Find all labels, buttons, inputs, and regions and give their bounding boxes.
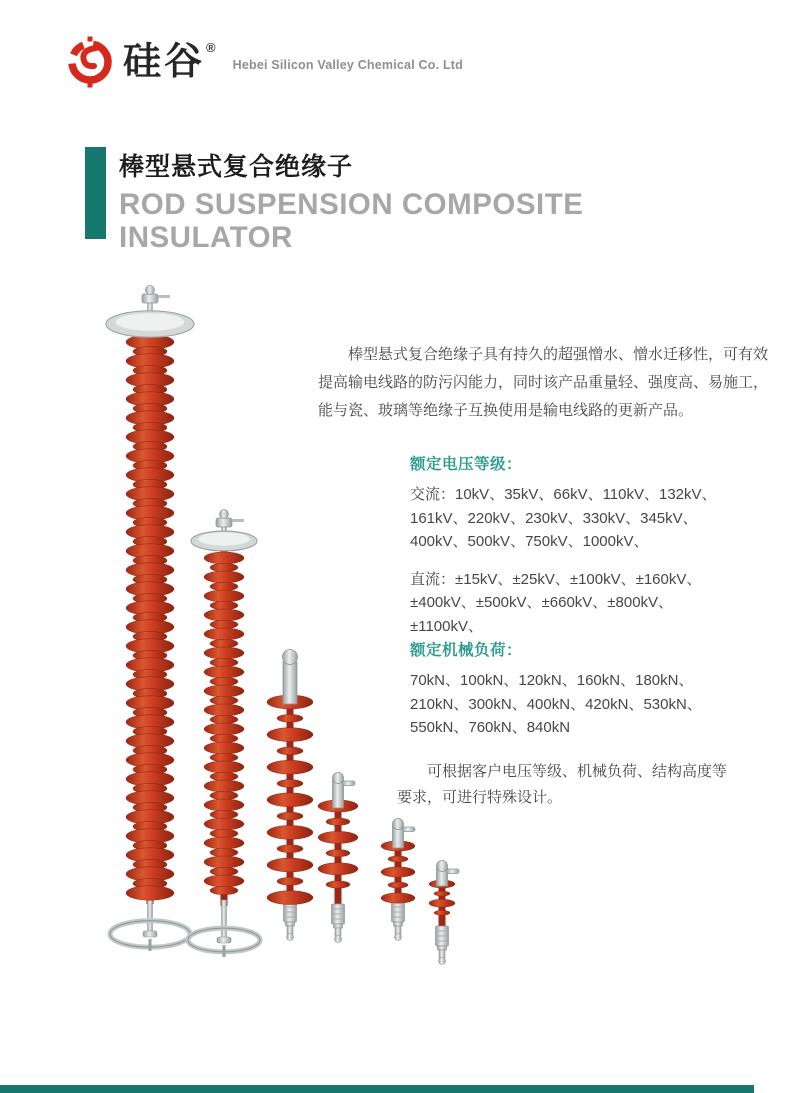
brand-logo-text: 硅谷 bbox=[123, 41, 206, 83]
spec-section bbox=[410, 452, 758, 740]
intro-line: 棒型悬式复合绝缘子具有持久的超强憎水、憎水迁移性，可有效 bbox=[348, 346, 769, 363]
voltage-dc-line: ±400kV、±500kV、±660kV、±800kV、 bbox=[410, 594, 674, 611]
brand-logo-icon bbox=[64, 36, 116, 88]
voltage-heading: 额定电压等级： bbox=[410, 456, 523, 473]
title-accent-bar bbox=[85, 147, 106, 239]
intro-line: 提高输电线路的防污闪能力，同时该产品重量轻、强度高、易施工， bbox=[318, 374, 769, 391]
mechanical-load-line: 70kN、100kN、120kN、160kN、180kN、 bbox=[410, 672, 694, 689]
mechanical-load-list bbox=[410, 669, 758, 740]
voltage-ac-line: 400kV、500kV、750kV、1000kV、 bbox=[410, 533, 649, 550]
voltage-ac-line: 交流：10kV、35kV、66kV、110kV、132kV、 bbox=[410, 486, 717, 503]
footer-accent-bar bbox=[0, 1085, 754, 1093]
insulator bbox=[429, 861, 459, 965]
intro-line: 能与瓷、玻璃等绝缘子互换使用是输电线路的更新产品。 bbox=[318, 402, 694, 419]
insulator bbox=[267, 650, 313, 941]
mechanical-load-line: 550kN、760kN、840kN bbox=[410, 719, 571, 736]
company-name: Hebei Silicon Valley Chemical Co. Ltd bbox=[232, 58, 463, 72]
insulator bbox=[381, 819, 415, 941]
voltage-ac-list bbox=[410, 483, 758, 554]
note-line: 可根据客户电压等级、机械负荷、结构高度等 bbox=[427, 762, 728, 780]
custom-design-note bbox=[397, 759, 758, 811]
brand-header bbox=[64, 36, 463, 88]
product-copy-column bbox=[318, 341, 769, 811]
voltage-dc-list bbox=[410, 568, 758, 639]
registered-trademark-mark: ® bbox=[206, 40, 216, 55]
product-title-zh: 棒型悬式复合绝缘子 bbox=[119, 153, 354, 181]
mechanical-heading: 额定机械负荷： bbox=[410, 642, 523, 659]
voltage-dc-line: ±1100kV、 bbox=[410, 617, 483, 635]
insulator bbox=[188, 510, 260, 958]
product-title-en-line2: INSULATOR bbox=[119, 221, 293, 255]
title-text-group bbox=[119, 147, 583, 254]
mechanical-load-line: 210kN、300kN、400kN、420kN、530kN、 bbox=[410, 695, 702, 713]
insulator bbox=[106, 286, 194, 952]
intro-paragraph bbox=[318, 341, 769, 425]
voltage-ac-line: 161kV、220kV、230kV、330kV、345kV、 bbox=[410, 509, 698, 527]
product-title-en-line1: ROD SUSPENSION COMPOSITE bbox=[119, 188, 584, 221]
note-line: 要求，可进行特殊设计。 bbox=[397, 788, 563, 806]
voltage-dc-line: 直流：±15kV、±25kV、±100kV、±160kV、 bbox=[410, 570, 702, 588]
title-block bbox=[85, 147, 583, 254]
